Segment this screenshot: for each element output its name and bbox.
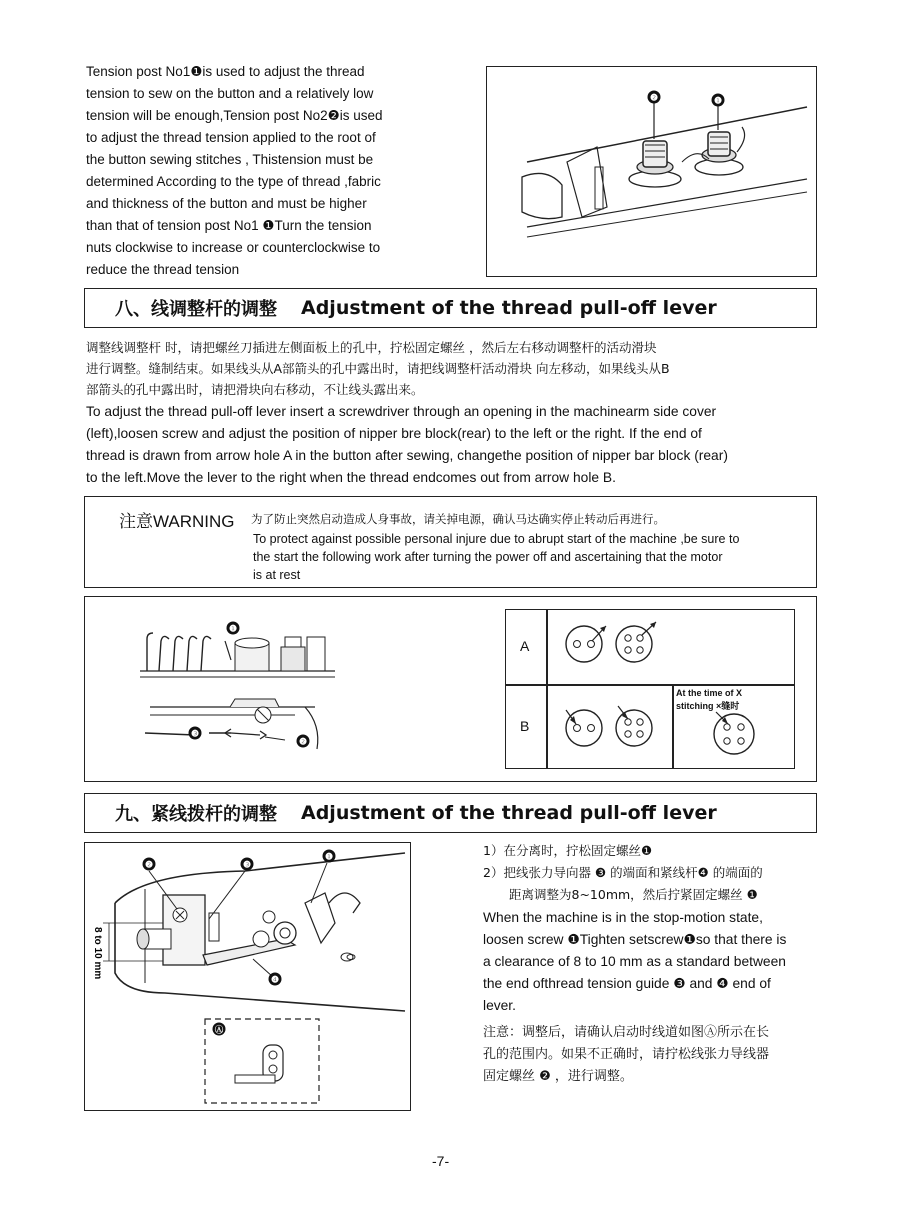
callout-3-label: ❸	[242, 859, 252, 870]
button-diagrams	[506, 610, 794, 768]
tension-line: to adjust the thread tension applied to the root of	[86, 130, 376, 145]
tension-line: tension to sew on the button and a relatively low	[86, 86, 374, 101]
section-8-body	[86, 338, 826, 489]
callout-1-label: ❶	[713, 95, 723, 106]
warning-en-line: is at rest	[253, 568, 301, 582]
tension-line: nuts clockwise to increase or counterclockwise to	[86, 240, 381, 255]
button-hole-table	[505, 609, 795, 769]
tension-line: than that of tension post No1 ❶Turn the tension	[86, 218, 372, 233]
tension-line: reduce the thread tension	[86, 262, 240, 277]
pull-off-lever-figure	[84, 596, 817, 782]
section-9-en-text	[483, 907, 823, 1017]
step-1-text: 1）在分离时，拧松固定螺丝❶	[483, 843, 653, 858]
section-9-body	[483, 841, 823, 1087]
button-4-hole-a	[616, 622, 656, 662]
section-8-en-line: thread is drawn from arrow hole A in the button after sewing, changethe position of nipper bar block (rear)	[86, 448, 728, 463]
warning-en-text	[253, 530, 739, 584]
x-stitch-note-line2: stitching ×缝时	[676, 701, 740, 711]
section-9-note	[483, 1021, 823, 1087]
section-8-zh-line: 调整线调整杆 时，请把螺丝刀插进左侧面板上的孔中，拧松固定螺丝 ，然后左右移动调整杆的活动滑块	[86, 340, 657, 355]
button-x-stitch	[714, 712, 754, 754]
thread-guide-illustration	[85, 843, 409, 1109]
callout-2-label: ❷	[649, 92, 659, 103]
section-9-en-line: When the machine is in the stop-motion state,	[483, 910, 763, 925]
note-line: 孔的范围内。如果不正确时，请拧松线张力导线器	[483, 1047, 770, 1062]
warning-box	[84, 496, 817, 588]
section-9-en-line: lever.	[483, 998, 516, 1013]
section-8-en-text	[86, 401, 826, 489]
callout-a-label: Ⓐ	[214, 1024, 224, 1035]
button-4-hole-b	[616, 706, 652, 746]
section-9-header	[84, 793, 817, 833]
button-2-hole-b	[566, 710, 602, 746]
note-line: 注意：调整后，请确认启动时线道如图Ⓐ所示在长	[483, 1025, 770, 1040]
warning-title: 注意WARNING	[119, 512, 235, 531]
tension-line: tension will be enough,Tension post No2❷is used	[86, 108, 383, 123]
thread-guide-figure	[84, 842, 411, 1111]
callout-1-label: ❶	[324, 851, 334, 862]
step-2-text-cont: 距离调整为8~10mm，然后拧紧固定螺丝 ❶	[509, 887, 758, 902]
callout-2-label: ❷	[298, 736, 308, 747]
section-9-en-line: a clearance of 8 to 10 mm as a standard between	[483, 954, 786, 969]
section-8-zh-line: 进行调整。缝制结束。如果线头从A部箭头的孔中露出时，请把线调整杆活动滑块 向左移动，如果线头从B	[86, 361, 670, 376]
row-b-label: B	[520, 718, 530, 734]
dimension-label: 8 to 10 mm	[92, 927, 103, 980]
section-9-zh-title: 九、紧线拨杆的调整	[115, 804, 277, 825]
callout-1-label: ❶	[228, 623, 238, 634]
callout-2-label: ❷	[144, 859, 154, 870]
button-2-hole-a	[566, 626, 606, 662]
section-8-en-line: to the left.Move the lever to the right when the thread endcomes out from arrow hole B.	[86, 470, 616, 485]
section-8-zh-title: 八、线调整杆的调整	[115, 299, 277, 320]
tension-line: and thickness of the button and must be higher	[86, 196, 367, 211]
tension-line: the button sewing stitches , Thistension must be	[86, 152, 374, 167]
section-9-en-line: loosen screw ❶Tighten setscrew❶so that there is	[483, 932, 787, 947]
section-8-header	[84, 288, 817, 328]
section-8-zh-line: 部箭头的孔中露出时，请把滑块向右移动，不让线头露出来。	[86, 382, 424, 397]
lever-illustration	[135, 615, 385, 765]
tension-post-figure	[486, 66, 817, 277]
warning-en-line: To protect against possible personal injure due to abrupt start of the machine ,be sure to	[253, 532, 740, 546]
callout-3-label: ❸	[190, 728, 200, 739]
callout-4-label: ❹	[270, 974, 280, 985]
section-8-en-line: To adjust the thread pull-off lever insert a screwdriver through an opening in the machinearm side cover	[86, 404, 717, 419]
page-number: -7-	[432, 1153, 450, 1169]
tension-line: determined According to the type of thread ,fabric	[86, 174, 381, 189]
tension-paragraph	[86, 61, 383, 281]
section-9-en-line: the end ofthread tension guide ❸ and ❹ end of	[483, 976, 771, 991]
section-8-en-line: (left),loosen screw and adjust the position of nipper bre block(rear) to the left or the right. If the end of	[86, 426, 702, 441]
warning-en-line: the start the following work after turning the power off and ascertaining that the motor	[253, 550, 723, 564]
tension-post-illustration	[487, 67, 815, 275]
note-line: 固定螺丝 ❷ ，进行调整。	[483, 1069, 633, 1084]
warning-zh-text: 为了防止突然启动造成人身事故，请关掉电源，确认马达确实停止转动后再进行。	[251, 514, 665, 526]
step-2-text: 2）把线张力导向器 ❸ 的端面和紧线杆❹ 的端面的	[483, 865, 763, 880]
x-stitch-note-line1: At the time of X	[676, 688, 743, 698]
tension-line: Tension post No1❶is used to adjust the thread	[86, 64, 365, 79]
section-9-en-title: Adjustment of the thread pull-off lever	[301, 802, 717, 824]
section-8-en-title: Adjustment of the thread pull-off lever	[301, 297, 717, 319]
row-a-label: A	[520, 638, 530, 654]
